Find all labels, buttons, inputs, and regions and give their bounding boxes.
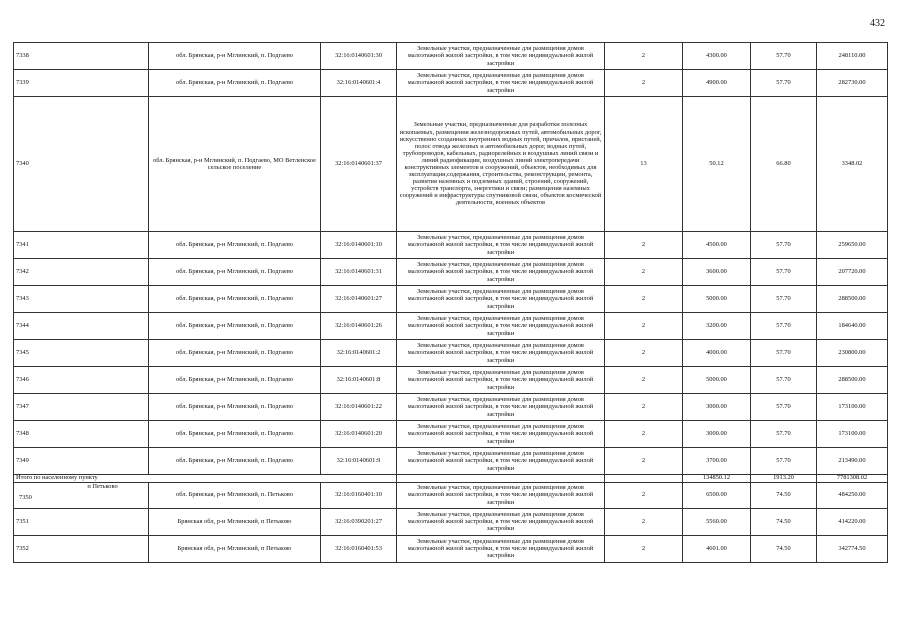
row-group-code: 2	[605, 508, 683, 535]
row-unit-price: 57.70	[751, 313, 817, 340]
row-number: 7347	[14, 394, 149, 421]
row-address: обл. Брянская, р-н Мглинский, п. Подгаево	[149, 394, 321, 421]
row-cadastral-cost: 213490.00	[817, 448, 888, 475]
row-group-code: 2	[605, 259, 683, 286]
row-land-use: Земельные участки, предназначенные для размещения домов малоэтажной жилой застройки, в том числе индивидуальной жилой застройки	[397, 535, 605, 562]
table-row	[14, 394, 888, 421]
row-land-use: Земельные участки, предназначенные для размещения домов малоэтажной жилой застройки, в том числе индивидуальной жилой застройки	[397, 367, 605, 394]
row-unit-price: 57.70	[751, 367, 817, 394]
table-body-locality-b	[14, 482, 888, 562]
row-land-use: Земельные участки, предназначенные для размещения домов малоэтажной жилой застройки, в том числе индивидуальной жилой застройки	[397, 482, 605, 508]
row-area: 4300.00	[683, 43, 751, 70]
row-group-code: 2	[605, 482, 683, 508]
row-address: Брянская обл, р-н Мглинский, п Петьково	[149, 508, 321, 535]
row-group-code: 13	[605, 97, 683, 232]
row-number: 7341	[14, 232, 149, 259]
land-registry-table	[13, 42, 888, 563]
row-area: 3000.00	[683, 394, 751, 421]
subtotal-area: 134850.12	[683, 475, 751, 483]
row-number: 7338	[14, 43, 149, 70]
row-land-use: Земельные участки, предназначенные для размещения домов малоэтажной жилой застройки, в том числе индивидуальной жилой застройки	[397, 394, 605, 421]
table-row	[14, 535, 888, 562]
row-land-use: Земельные участки, предназначенные для размещения домов малоэтажной жилой застройки, в том числе индивидуальной жилой застройки	[397, 286, 605, 313]
row-address: обл. Брянская, р-н Мглинский, п. Подгаево	[149, 313, 321, 340]
row-cadastral-cost: 282730.00	[817, 70, 888, 97]
row-unit-price: 57.70	[751, 259, 817, 286]
table-body-locality-a	[14, 43, 888, 475]
row-address: обл. Брянская, р-н Мглинский, п. Подгаево	[149, 448, 321, 475]
row-number: 7340	[14, 97, 149, 232]
row-number: 7345	[14, 340, 149, 367]
row-number: 7352	[14, 535, 149, 562]
row-group-code: 2	[605, 313, 683, 340]
row-land-use: Земельные участки, предназначенные для размещения домов малоэтажной жилой застройки, в том числе индивидуальной жилой застройки	[397, 340, 605, 367]
row-cadastral-number: 32:16:0140601:4	[321, 70, 397, 97]
row-address: обл. Брянская, р-н Мглинский, п. Петьково	[149, 482, 321, 508]
row-area: 4000.00	[683, 340, 751, 367]
row-land-use: Земельные участки, предназначенные для размещения домов малоэтажной жилой застройки, в том числе индивидуальной жилой застройки	[397, 508, 605, 535]
row-group-code: 2	[605, 286, 683, 313]
row-unit-price: 57.70	[751, 394, 817, 421]
row-address: обл. Брянская, р-н Мглинский, п. Подгаево	[149, 70, 321, 97]
row-unit-price: 57.70	[751, 421, 817, 448]
row-unit-price: 66.80	[751, 97, 817, 232]
row-address: обл. Брянская, р-н Мглинский, п. Подгаево	[149, 43, 321, 70]
row-cadastral-cost: 248110.00	[817, 43, 888, 70]
row-cadastral-number: 32:16:0140601:26	[321, 313, 397, 340]
row-address: обл. Брянская, р-н Мглинский, п. Подгаево	[149, 421, 321, 448]
row-cadastral-cost: 288500.00	[817, 286, 888, 313]
row-unit-price: 57.70	[751, 70, 817, 97]
row-cadastral-number: 32:16:0140601:27	[321, 286, 397, 313]
row-group-code: 2	[605, 535, 683, 562]
row-cadastral-cost: 230800.00	[817, 340, 888, 367]
row-cadastral-cost: 3348.02	[817, 97, 888, 232]
row-unit-price: 57.70	[751, 232, 817, 259]
row-land-use: Земельные участки, предназначенные для размещения домов малоэтажной жилой застройки, в том числе индивидуальной жилой застройки	[397, 259, 605, 286]
row-unit-price: 74.50	[751, 508, 817, 535]
row-number: 7344	[14, 313, 149, 340]
row-land-use: Земельные участки, предназначенные для размещения домов малоэтажной жилой застройки, в том числе индивидуальной жилой застройки	[397, 421, 605, 448]
row-land-use: Земельные участки, предназначенные для разработки полезных ископаемых, размещения железнодорожных путей, автомобильных дорог, искусственно созданных внутренних водных путей, причалов, пристаней, полос отвода железных и автомобильных дорог, водных путей, трубопроводов, кабельных, радиорелейных и воздушных линий связи и линий радиофикации, воздушных линий электропередачи конструктивных элементов и сооружений, объектов, необходимых для эксплуатации,содержания, строительства, реконструкции, ремонта, развития наземных и подземных зданий, строений, сооружений, устройств транспорта, энергетики и связи; размещения наземных сооружений и инфраструктуры спутниковой связи, объектов космической деятельности, военных объектов	[397, 97, 605, 232]
row-unit-price: 74.50	[751, 482, 817, 508]
row-land-use: Земельные участки, предназначенные для размещения домов малоэтажной жилой застройки, в том числе индивидуальной жилой застройки	[397, 43, 605, 70]
row-cadastral-number: 32:16:0140601:8	[321, 367, 397, 394]
row-address: обл. Брянская, р-н Мглинский, п. Подгаево	[149, 340, 321, 367]
table-row	[14, 43, 888, 70]
row-cadastral-cost: 484250.00	[817, 482, 888, 508]
row-group-code: 2	[605, 394, 683, 421]
row-cadastral-cost: 173100.00	[817, 394, 888, 421]
row-land-use: Земельные участки, предназначенные для размещения домов малоэтажной жилой застройки, в том числе индивидуальной жилой застройки	[397, 313, 605, 340]
row-area: 3000.00	[683, 421, 751, 448]
subtotal-label: Итого по населенному пункту	[14, 475, 397, 483]
subtotal-row	[14, 475, 888, 483]
row-area: 5000.00	[683, 367, 751, 394]
row-cadastral-cost: 259650.00	[817, 232, 888, 259]
row-number: 7343	[14, 286, 149, 313]
table-row	[14, 448, 888, 475]
row-address: Брянская обл, р-н Мглинский, п Петьково	[149, 535, 321, 562]
row-area: 3200.00	[683, 313, 751, 340]
row-number: 7348	[14, 421, 149, 448]
row-group-code: 2	[605, 421, 683, 448]
row-unit-price: 57.70	[751, 448, 817, 475]
row-number: 7342	[14, 259, 149, 286]
row-area: 50.12	[683, 97, 751, 232]
subtotal-section	[14, 475, 888, 483]
row-cadastral-cost: 288500.00	[817, 367, 888, 394]
row-cadastral-number: 32:16:0140601:10	[321, 232, 397, 259]
row-address: обл. Брянская, р-н Мглинский, п. Подгаево	[149, 259, 321, 286]
table-row	[14, 286, 888, 313]
row-group-code: 2	[605, 367, 683, 394]
row-cadastral-number: 32:16:0140601:2	[321, 340, 397, 367]
row-group-code: 2	[605, 232, 683, 259]
subtotal-cost: 7781308.02	[817, 475, 888, 483]
row-area: 5000.00	[683, 286, 751, 313]
row-unit-price: 74.50	[751, 535, 817, 562]
row-group-code: 2	[605, 43, 683, 70]
table-row	[14, 421, 888, 448]
row-address: обл. Брянская, р-н Мглинский, п. Подгаево, МО Ветленское сельское поселение	[149, 97, 321, 232]
row-cadastral-number: 32:16:0140601:9	[321, 448, 397, 475]
table-row	[14, 70, 888, 97]
row-area: 6500.00	[683, 482, 751, 508]
row-address: обл. Брянская, р-н Мглинский, п. Подгаево	[149, 232, 321, 259]
row-cadastral-number: 32:16:0140601:20	[321, 421, 397, 448]
row-number	[14, 482, 149, 508]
row-cadastral-number: 32:16:0160401:53	[321, 535, 397, 562]
row-number: 7346	[14, 367, 149, 394]
row-cadastral-number: 32:16:0390201:27	[321, 508, 397, 535]
row-cadastral-number: 32:16:0140601:31	[321, 259, 397, 286]
row-area: 4601.00	[683, 535, 751, 562]
row-number: 7350	[19, 493, 32, 501]
table-row	[14, 340, 888, 367]
table-row	[14, 232, 888, 259]
row-area: 3700.00	[683, 448, 751, 475]
row-cadastral-number: 32:16:0140601:22	[321, 394, 397, 421]
row-number: 7339	[14, 70, 149, 97]
row-area: 5560.00	[683, 508, 751, 535]
table-row	[14, 97, 888, 232]
row-land-use: Земельные участки, предназначенные для размещения домов малоэтажной жилой застройки, в том числе индивидуальной жилой застройки	[397, 70, 605, 97]
table-row	[14, 367, 888, 394]
row-number: 7351	[14, 508, 149, 535]
row-unit-price: 57.70	[751, 340, 817, 367]
table-row	[14, 508, 888, 535]
row-cadastral-number: 32:16:0140601:37	[321, 97, 397, 232]
row-unit-price: 57.70	[751, 286, 817, 313]
locality-name: п Петьково	[87, 482, 118, 490]
table-row	[14, 482, 888, 508]
row-group-code: 2	[605, 448, 683, 475]
row-area: 3600.00	[683, 259, 751, 286]
row-area: 4500.00	[683, 232, 751, 259]
page-number: 432	[870, 18, 885, 29]
row-group-code: 2	[605, 70, 683, 97]
table-row	[14, 313, 888, 340]
row-land-use: Земельные участки, предназначенные для размещения домов малоэтажной жилой застройки, в том числе индивидуальной жилой застройки	[397, 448, 605, 475]
row-address: обл. Брянская, р-н Мглинский, п. Подгаево	[149, 367, 321, 394]
row-cadastral-cost: 342774.50	[817, 535, 888, 562]
row-unit-price: 57.70	[751, 43, 817, 70]
row-cadastral-cost: 414220.00	[817, 508, 888, 535]
row-cadastral-number: 32:16:0140601:30	[321, 43, 397, 70]
table-row	[14, 259, 888, 286]
row-cadastral-number: 32:16:0160401:10	[321, 482, 397, 508]
subtotal-price: 1913.20	[751, 475, 817, 483]
row-cadastral-cost: 207720.00	[817, 259, 888, 286]
row-land-use: Земельные участки, предназначенные для размещения домов малоэтажной жилой застройки, в том числе индивидуальной жилой застройки	[397, 232, 605, 259]
row-number: 7349	[14, 448, 149, 475]
row-group-code: 2	[605, 340, 683, 367]
row-area: 4900.00	[683, 70, 751, 97]
row-cadastral-cost: 173100.00	[817, 421, 888, 448]
row-cadastral-cost: 184640.00	[817, 313, 888, 340]
row-address: обл. Брянская, р-н Мглинский, п. Подгаево	[149, 286, 321, 313]
